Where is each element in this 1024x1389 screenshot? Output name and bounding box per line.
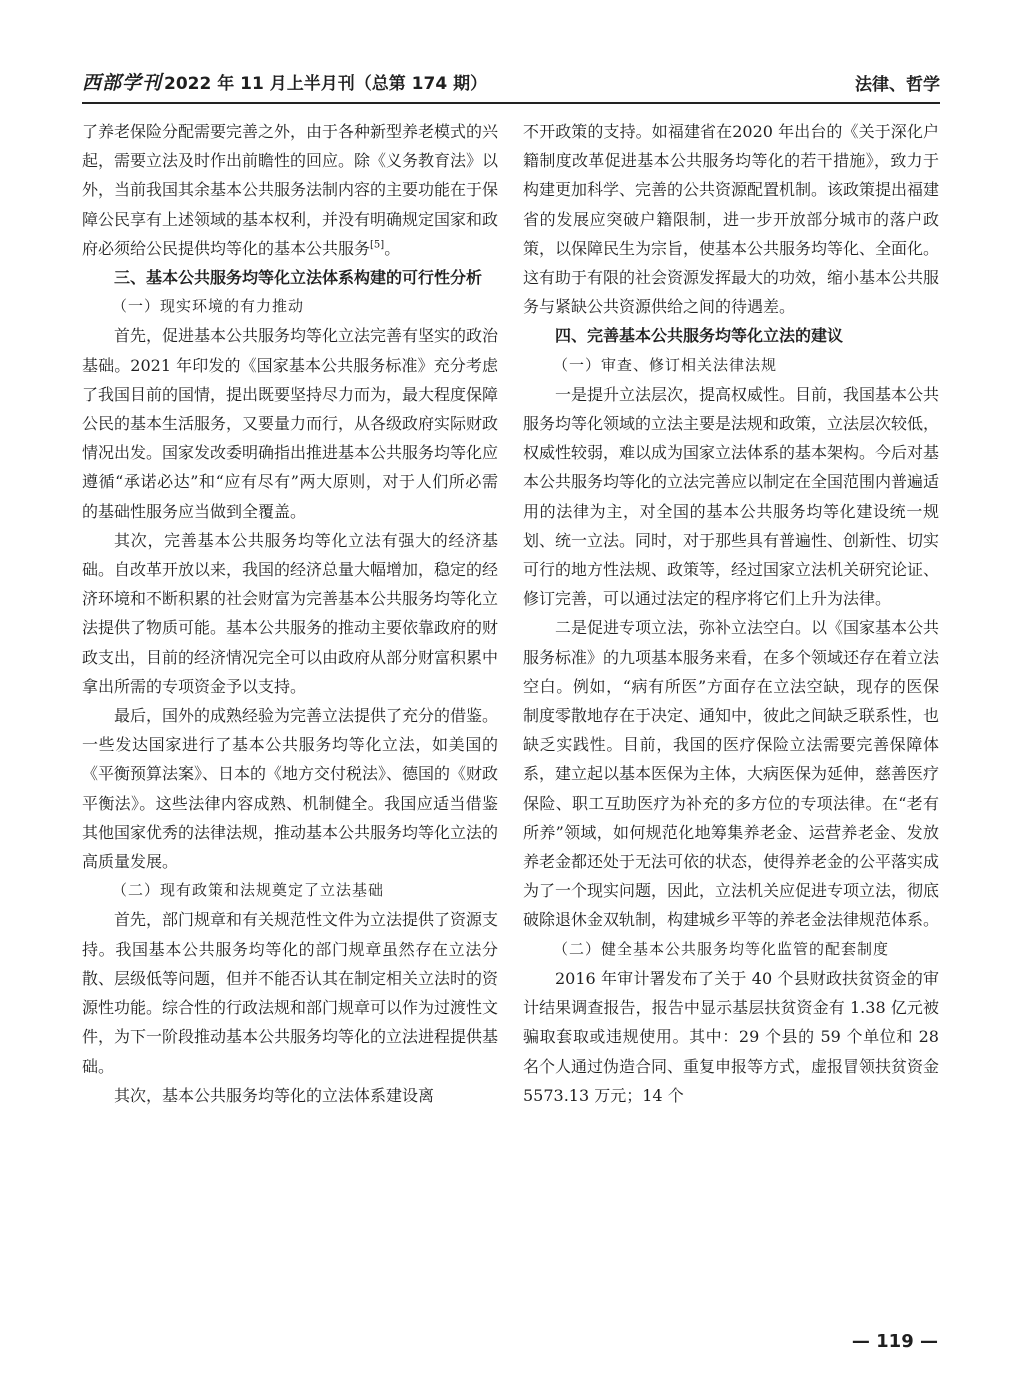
journal-logo: 西部学刊 (82, 72, 163, 94)
paragraph: 首先，部门规章和有关规范性文件为立法提供了资源支持。我国基本公共服务均等化的部门规章虽然存在立法分散、层级低等问题，但并不能否认其在制定相关立法时的资源性功能。综合性的行政法规和部门规章可以作为过渡性文件，为下一阶段推动基本公共服务均等化的立法进程提供基础。 (82, 910, 499, 1076)
paragraph-end: 。 (384, 238, 401, 258)
paragraph: 2016 年审计署发布了关于 40 个县财政扶贫资金的审计结果调查报告，报告中显示基层扶贫资金有 1.38 亿元被骗取套取或违规使用。其中：29 个县的 59 个单位和 28 名个人通过伪造合同、重复申报等方式，虚报冒领扶贫资金 5573.13 万元；14 个 (523, 968, 940, 1105)
running-header (82, 62, 940, 104)
paragraph: 其次，基本公共服务均等化的立法体系建设离 (114, 1085, 435, 1105)
paragraph: 最后，国外的成熟经验为完善立法提供了充分的借鉴。一些发达国家进行了基本公共服务均等化立法，如美国的《平衡预算法案》、日本的《地方交付税法》、德国的《财政平衡法》。这些法律内容成熟、机制健全。我国应适当借鉴其他国家优秀的法律法规，推动基本公共服务均等化立法的高质量发展。 (82, 706, 499, 872)
paragraph: 二是促进专项立法，弥补立法空白。以《国家基本公共服务标准》的九项基本服务来看，在多个领域还存在着立法空白。例如，“病有所医”方面存在立法空缺，现存的医保制度零散地存在于决定、通知中，彼此之间缺乏联系性，也缺乏实践性。目前，我国的医疗保险立法需要完善保障体系，建立起以基本医保为主体，大病医保为延伸，慈善医疗保险、职工互助医疗为补充的多方位的专项法律。在“老有所养”领域，如何规范化地筹集养老金、运营养老金、发放养老金都还处于无法可依的状态，使得养老金的公平落实成为了一个现实问题，因此，立法机关应促进专项立法，彻底破除退休金双轨制，构建城乡平等的养老金法律规范体系。 (523, 618, 940, 930)
paragraph (82, 117, 498, 263)
paragraph: 其次，完善基本公共服务均等化立法有强大的经济基础。自改革开放以来，我国的经济总量大幅增加，稳定的经济环境和不断积累的社会财富为完善基本公共服务均等化立法提供了物质可能。基本公共服务的推动主要依靠政府的财政支出，目前的经济情况完全可以由政府从部分财富积累中拿出所需的专项资金予以支持。 (82, 530, 499, 696)
paragraph-text: 了养老保险分配需要完善之外，由于各种新型养老模式的兴起，需要立法及时作出前瞻性的回应。除《义务教育法》以外，当前我国其余基本公共服务法制内容的主要功能在于保障公民享有上述领域的基本权利，并没有明确规定国家和政府必须给公民提供均等化的基本公共服务 (82, 122, 499, 258)
page-number: — 119 — (851, 1331, 938, 1352)
citation-ref: [5] (370, 239, 385, 251)
right-column (523, 117, 939, 1110)
subsection-heading: （二）健全基本公共服务均等化监管的配套制度 (553, 939, 890, 958)
paragraph: 一是提升立法层次，提高权威性。目前，我国基本公共服务均等化领域的立法主要是法规和政策，立法层次较低，权威性较弱，难以成为国家立法体系的基本架构。今后对基本公共服务均等化的立法完善应以制定在全国范围内普遍适用的法律为主，对全国的基本公共服务均等化建设统一规划、统一立法。同时，对于那些具有普遍性、创新性、切实可行的地方性法规、政策等，经过国家立法机关研究论证、修订完善，可以通过法定的程序将它们上升为法律。 (523, 384, 940, 609)
paragraph: 不开政策的支持。如福建省在2020 年出台的《关于深化户籍制度改革促进基本公共服务均等化的若干措施》，致力于构建更加科学、完善的公共资源配置机制。该政策提出福建省的发展应突破户籍限制，进一步开放部分城市的落户政策，以保障民生为宗旨，使基本公共服务均等化、全面化。这有助于有限的社会资源发挥最大的功效，缩小基本公共服务与紧缺公共资源供给之间的待遇差。 (523, 122, 940, 317)
subsection-heading: （二）现有政策和法规奠定了立法基础 (112, 881, 385, 900)
section-heading: 四、完善基本公共服务均等化立法的建议 (555, 326, 844, 346)
section-heading: 三、基本公共服务均等化立法体系构建的可行性分析 (114, 268, 483, 288)
issue-info: 2022 年 11 月上半月刊（总第 174 期） (164, 74, 488, 94)
subsection-heading: （一）审查、修订相关法律法规 (553, 355, 778, 374)
section-name: 法律、哲学 (855, 75, 940, 95)
subsection-heading: （一）现实环境的有力推动 (112, 297, 305, 316)
paragraph: 首先，促进基本公共服务均等化立法完善有坚实的政治基础。2021 年印发的《国家基本公共服务标准》充分考虑了我国目前的国情，提出既要坚持尽力而为，最大程度保障公民的基本生活服务，又要量力而行，从各级政府实际财政情况出发。国家发改委明确指出推进基本公共服务均等化应遵循“承诺必达”和“应有尽有”两大原则，对于人们所必需的基础性服务应当做到全覆盖。 (82, 326, 499, 521)
left-column (82, 117, 498, 1110)
header-left (82, 68, 487, 95)
